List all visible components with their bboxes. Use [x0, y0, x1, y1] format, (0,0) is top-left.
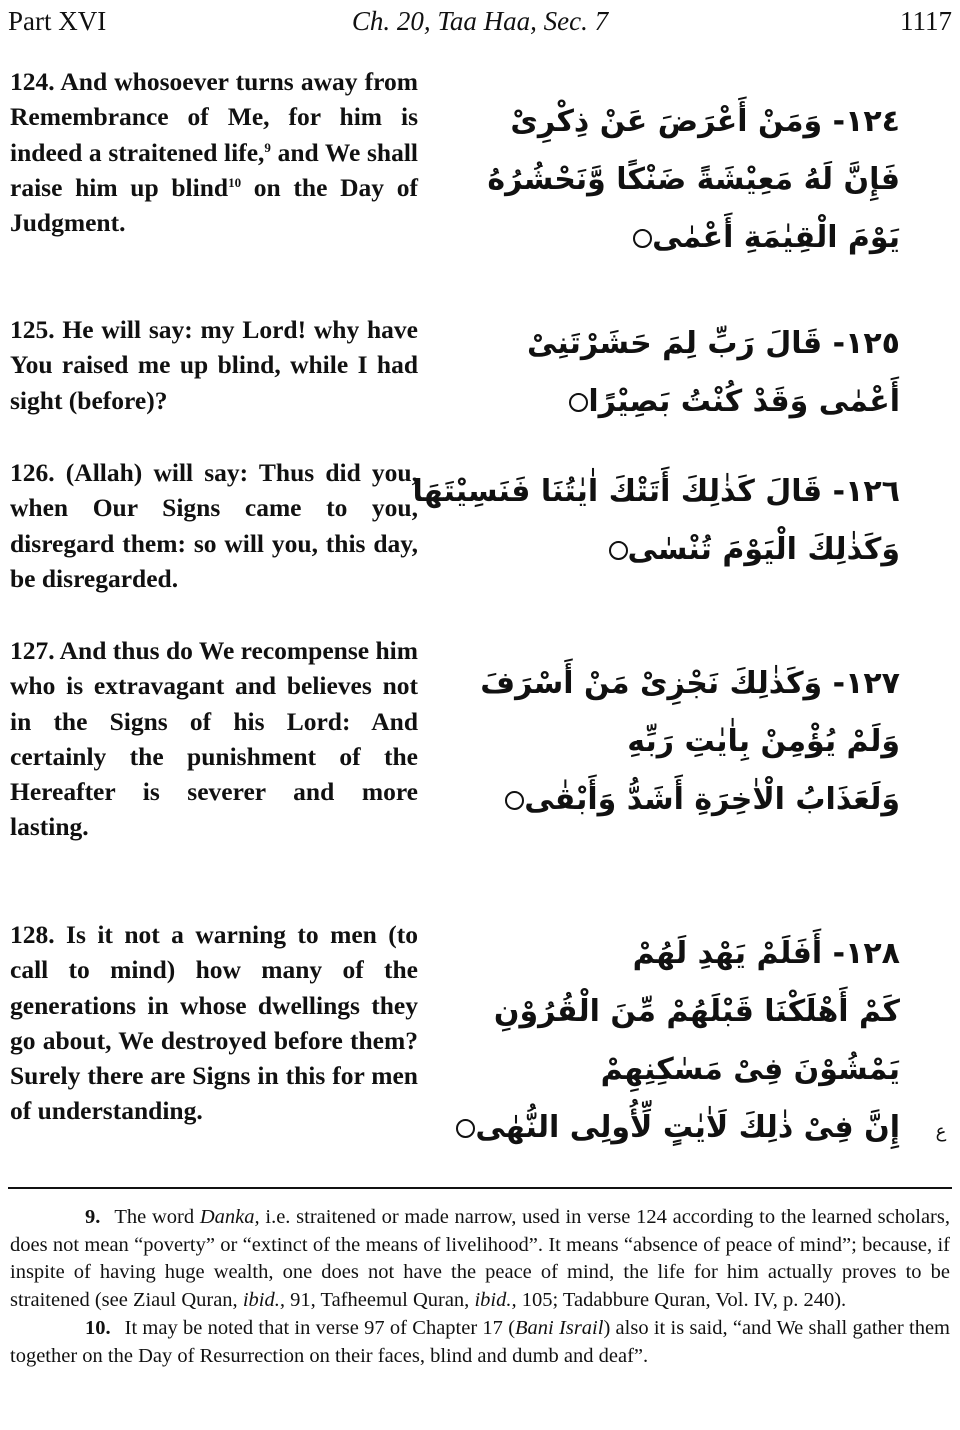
arabic-line: ١٢٧- وَكَذٰلِكَ نَجْزِىْ مَنْ أَسْرَفَ: [480, 666, 900, 701]
footnote-ref-10: 10: [228, 174, 242, 190]
arabic-line-end: يَوْمَ الْقِيٰمَةِ أَعْمٰى: [490, 209, 900, 267]
footnotes: [10, 1204, 950, 1370]
arabic-line: يَمْشُوْنَ فِىْ مَسٰكِنِهِمْ: [600, 1052, 900, 1087]
arabic-line-end: وَكَذٰلِكَ الْيَوْمَ تُنْسٰى: [490, 521, 900, 579]
arabic-line: ١٢٦- قَالَ كَذٰلِكَ أَتَتْكَ اٰيٰتُنَا فَنَسِيْتَهَا: [412, 474, 900, 509]
verse-124-translation: 124. And whosoever turns away from Remembrance of Me, for him is indeed a straitened life,$^9$ and We shall raise him up blind$^{10}$ on the Day of Judgment.: [10, 67, 418, 238]
arabic-line-end: وَلَعَذَابُ الْاٰخِرَةِ أَشَدُّ وَأَبْقٰى: [490, 771, 900, 829]
verse-end-marker: [505, 791, 524, 810]
page-number: 1117: [900, 6, 952, 36]
arabic-line: وَلَمْ يُؤْمِنْ بِاٰيٰتِ رَبِّهِ: [627, 724, 900, 759]
verse-end-marker: [456, 1119, 475, 1138]
footnote-divider: [8, 1187, 952, 1189]
footnote-10: 10. It may be noted that in verse 97 of Chapter 17 (Bani Israil) also it is said, “and We shall gather them together on the Day of Resurrection on their faces, blind and dumb and deaf”.: [10, 1316, 950, 1367]
arabic-line: فَإِنَّ لَهُ مَعِيْشَةً ضَنْكًا وَّنَحْشُرُهُ: [487, 162, 900, 197]
verse-127-translation: 127. And thus do We recompense him who is extravagant and believes not in the Signs of his Lord: And certainly the punishment of the Hereafter is severer and more lasting.: [10, 636, 418, 842]
arabic-line-end: أَعْمٰى وَقَدْ كُنْتُ بَصِيْرًا: [490, 373, 900, 431]
verse-125-translation: 125. He will say: my Lord! why have You raised me up blind, while I had sight (before)?: [10, 315, 418, 415]
verse-126-translation: 126. (Allah) will say: Thus did you, when Our Signs came to you, disregard them: so will you, this day, be disregarded.: [10, 458, 418, 593]
verse-127-arabic: [480, 655, 900, 829]
footnote-9: 9. The word Danka, i.e. straitened or made narrow, used in verse 124 according to the learned scholars, does not mean “poverty” or “extinct of the means of livelihood”. It means “absence of peace of mind”; because, if inspite of having huge wealth, one does not have the peace of mind, the life for him actually proves to be straitened (see Ziaul Quran, ibid., 91, Tafheemul Quran, ibid., 105; Tadabbure Quran, Vol. IV, p. 240).: [10, 1206, 950, 1312]
verse-125-arabic: [490, 315, 900, 431]
verse-end-marker: [609, 541, 628, 560]
ruku-marker: ع: [935, 1121, 947, 1142]
verse-128-translation: 128. Is it not a warning to men (to call to mind) how many of the generations in whose dwellings they go about, We destroyed before them? Surely there are Signs in this for men of understanding.: [10, 920, 418, 1126]
chapter-title: Ch. 20, Taa Haa, Sec. 7: [351, 6, 609, 36]
arabic-line: ١٢٨- أَفَلَمْ يَهْدِ لَهُمْ: [632, 936, 900, 971]
arabic-line: ١٢٥- قَالَ رَبِّ لِمَ حَشَرْتَنِىْ: [527, 326, 900, 361]
verse-124-arabic: [487, 93, 900, 267]
verse-126-arabic: [412, 463, 900, 579]
verse-128-arabic: [475, 925, 900, 1157]
footnote-ref-9: 9: [264, 139, 271, 155]
verse-end-marker: [569, 393, 588, 412]
part-label: Part XVI: [8, 6, 107, 36]
verse-end-marker: [633, 229, 652, 248]
arabic-line-end: إِنَّ فِىْ ذٰلِكَ لَاٰيٰتٍ لِّأُولِى النُّهٰى: [490, 1099, 900, 1157]
page-header: [8, 4, 952, 40]
arabic-line: ١٢٤- وَمَنْ أَعْرَضَ عَنْ ذِكْرِىْ: [510, 104, 900, 139]
arabic-line: كَمْ أَهْلَكْنَا قَبْلَهُمْ مِّنَ الْقُرُوْنِ: [493, 994, 900, 1029]
